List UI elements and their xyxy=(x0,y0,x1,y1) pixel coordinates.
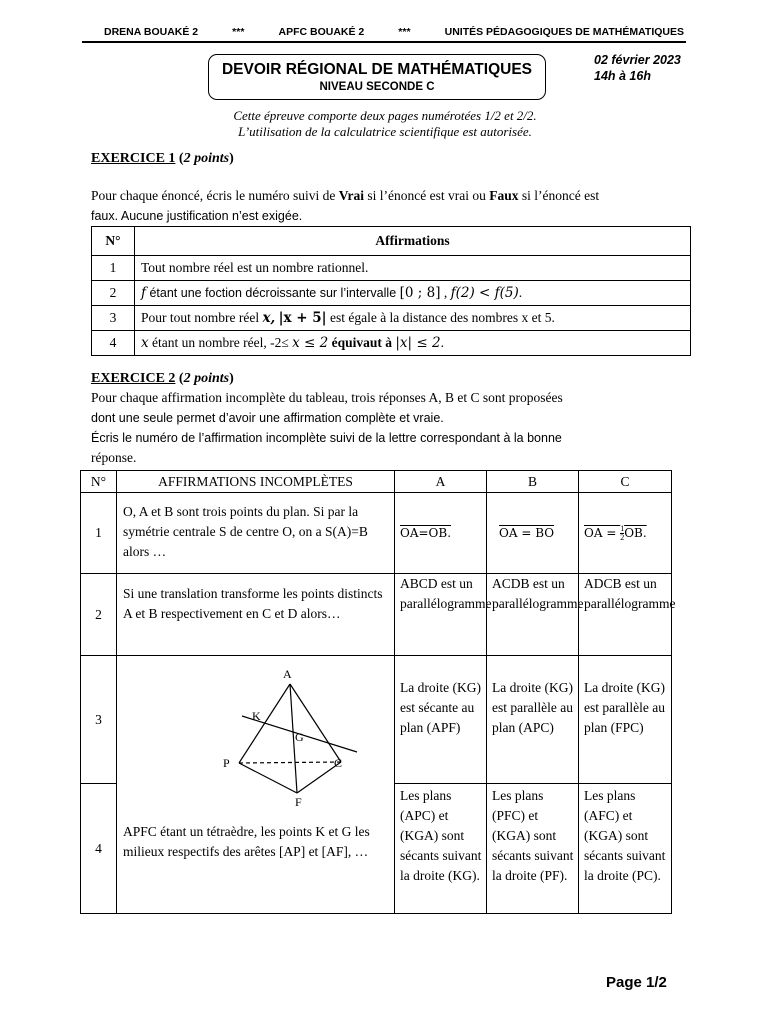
label-g: G xyxy=(295,730,304,744)
exercise1-label: EXERCICE 1 xyxy=(91,151,176,166)
instruction-line: dont une seule permet d’avoir une affirmation complète et vraie. xyxy=(91,411,444,425)
row-number: 1 xyxy=(81,493,117,574)
affirmation-text: est égale à la distance des nombres x et 5. xyxy=(326,310,555,325)
row-affirmation: Tout nombre réel est un nombre rationnel. xyxy=(135,256,691,281)
exercise1-title: EXERCICE 1 (2 points) xyxy=(91,151,234,166)
header-rule xyxy=(82,41,686,43)
table-row xyxy=(92,331,691,356)
exercise2-instructions xyxy=(91,388,651,468)
option-a: La droite (KG) est sécante au plan (APF) xyxy=(395,656,487,784)
col-affirmations: Affirmations xyxy=(135,227,691,256)
option-b xyxy=(487,493,579,574)
exam-date xyxy=(594,52,681,84)
col-a: A xyxy=(395,471,487,493)
note-calculator: L’utilisation de la calculatrice scientifique est autorisée. xyxy=(238,124,532,139)
row-statement: O, A et B sont trois points du plan. Si par la symétrie centrale S de centre O, on a S(A)=B alors … xyxy=(117,493,395,574)
exercise2-points: 2 points xyxy=(183,371,230,386)
row-number: 3 xyxy=(92,306,135,331)
row-statement: APFC étant un tétraèdre, les points K et G les milieux respectifs des arêtes [AP] et [AF], … xyxy=(123,824,370,859)
label-f: F xyxy=(295,795,302,806)
label-k: K xyxy=(252,709,261,723)
math-f: f xyxy=(141,285,146,301)
exam-time: 14h à 16h xyxy=(594,69,651,83)
affirmation-text: . xyxy=(518,285,523,300)
math-x: x xyxy=(141,335,149,351)
row-number: 2 xyxy=(81,574,117,656)
option-c: Les plans (AFC) et (KGA) sont sécants suivant la droite (PC). xyxy=(579,784,672,914)
label-p: P xyxy=(223,756,230,770)
exercise1-table xyxy=(91,226,691,356)
vector-expression: OA=OB. xyxy=(400,526,452,540)
col-c: C xyxy=(579,471,672,493)
exam-title: DEVOIR RÉGIONAL DE MATHÉMATIQUES xyxy=(221,61,532,78)
vector-expression: OB. xyxy=(624,526,647,540)
option-a: ABCD est un parallélogramme xyxy=(395,574,487,656)
instr-text: si l’énoncé est xyxy=(518,188,600,203)
table-header-row xyxy=(81,471,672,493)
option-a xyxy=(395,493,487,574)
header-unites: UNITÉS PÉDAGOGIQUES DE MATHÉMATIQUES xyxy=(444,26,684,38)
option-b: Les plans (PFC) et (KGA) sont sécants suivant la droite (PF). xyxy=(487,784,579,914)
row-number: 3 xyxy=(81,656,117,784)
math-x: x, xyxy=(262,310,276,326)
vector-expression: OA = xyxy=(584,526,621,540)
row-affirmation xyxy=(135,331,691,356)
exercise1-instructions xyxy=(91,186,691,226)
header-bar xyxy=(104,26,684,38)
instr-text: si l’énoncé est vrai ou xyxy=(364,188,490,203)
option-a: Les plans (APC) et (KGA) sont sécants suivant la droite (KG). xyxy=(395,784,487,914)
row-number: 2 xyxy=(92,281,135,306)
col-affirmations: AFFIRMATIONS INCOMPLÈTES xyxy=(117,471,395,493)
exam-level: NIVEAU SECONDE C xyxy=(319,81,435,93)
exercise2-title: EXERCICE 2 (2 points) xyxy=(91,371,234,386)
figure-cell xyxy=(117,656,395,914)
table-row xyxy=(81,574,672,656)
math-absolute: |x + 5| xyxy=(278,310,327,326)
affirmation-text: , xyxy=(440,285,451,300)
exercise1-points: 2 points xyxy=(183,151,230,166)
table-row xyxy=(81,656,672,784)
label-a: A xyxy=(283,667,292,681)
table-row xyxy=(92,281,691,306)
note-pages: Cette épreuve comporte deux pages numérotées 1/2 et 2/2. xyxy=(233,108,537,123)
header-drena: DRENA BOUAKÉ 2 xyxy=(104,26,199,38)
math-inequality: |x| ≤ 2 xyxy=(395,335,441,351)
instr-text: Pour chaque énoncé, écris le numéro suivi de xyxy=(91,188,339,203)
label-c: C xyxy=(334,756,343,770)
edge-pc-hidden xyxy=(239,762,341,763)
option-c: ADCB est un parallélogramme xyxy=(579,574,672,656)
table-row xyxy=(92,256,691,281)
tetrahedron-figure xyxy=(177,656,397,806)
row-affirmation xyxy=(135,281,691,306)
edge-ac xyxy=(290,684,341,762)
affirmation-text: étant une foction décroissante sur l’intervalle xyxy=(146,286,400,300)
exercise2-label: EXERCICE 2 xyxy=(91,371,176,386)
instruction-line: réponse. xyxy=(91,450,137,465)
exercise1-instruction-line: faux. Aucune justification n’est exigée. xyxy=(91,209,303,223)
option-c xyxy=(579,493,672,574)
table-row xyxy=(92,306,691,331)
page-number: Page 1/2 xyxy=(606,974,667,991)
vector-expression: OA = BO xyxy=(499,526,555,540)
fraction-numerator: 1 xyxy=(620,524,625,534)
option-b: ACDB est un parallélogramme xyxy=(487,574,579,656)
row-number: 4 xyxy=(81,784,117,914)
row-affirmation xyxy=(135,306,691,331)
edge-pf xyxy=(239,763,297,793)
instruction-line: Pour chaque affirmation incomplète du tableau, trois réponses A, B et C sont proposées xyxy=(91,390,563,405)
instruction-line: Écris le numéro de l’affirmation incomplète suivi de la lettre correspondant à la bonne xyxy=(91,431,562,445)
title-box xyxy=(208,54,546,100)
row-number: 4 xyxy=(92,331,135,356)
exam-day: 02 février 2023 xyxy=(594,53,681,67)
row-statement: Si une translation transforme les points distincts A et B respectivement en C et D alors… xyxy=(117,574,395,656)
header-apfc: APFC BOUAKÉ 2 xyxy=(278,26,365,38)
exercise1-instruction-line xyxy=(91,186,691,206)
math-inequality: f(2) < f(5) xyxy=(450,285,519,301)
affirmation-text: étant un nombre réel, -2≤ xyxy=(148,335,293,350)
header-separator: *** xyxy=(398,26,411,38)
header-separator: *** xyxy=(232,26,245,38)
affirmation-text: . xyxy=(440,335,444,350)
col-b: B xyxy=(487,471,579,493)
col-number: N° xyxy=(81,471,117,493)
row-number: 1 xyxy=(92,256,135,281)
table-row xyxy=(81,493,672,574)
table-header-row xyxy=(92,227,691,256)
affirmation-bold: équivaut à xyxy=(328,335,396,350)
vrai-word: Vrai xyxy=(338,188,365,203)
option-b: La droite (KG) est parallèle au plan (APC) xyxy=(487,656,579,784)
fraction-denominator: 2 xyxy=(620,533,625,543)
math-inequality: x ≤ 2 xyxy=(292,335,329,351)
option-c: La droite (KG) est parallèle au plan (FPC) xyxy=(579,656,672,784)
exam-note xyxy=(160,108,610,140)
affirmation-text: Pour tout nombre réel xyxy=(141,310,263,325)
col-number: N° xyxy=(92,227,135,256)
exercise2-table xyxy=(80,470,676,914)
faux-word: Faux xyxy=(489,188,519,203)
math-interval: [0 ; 8] xyxy=(399,285,441,301)
